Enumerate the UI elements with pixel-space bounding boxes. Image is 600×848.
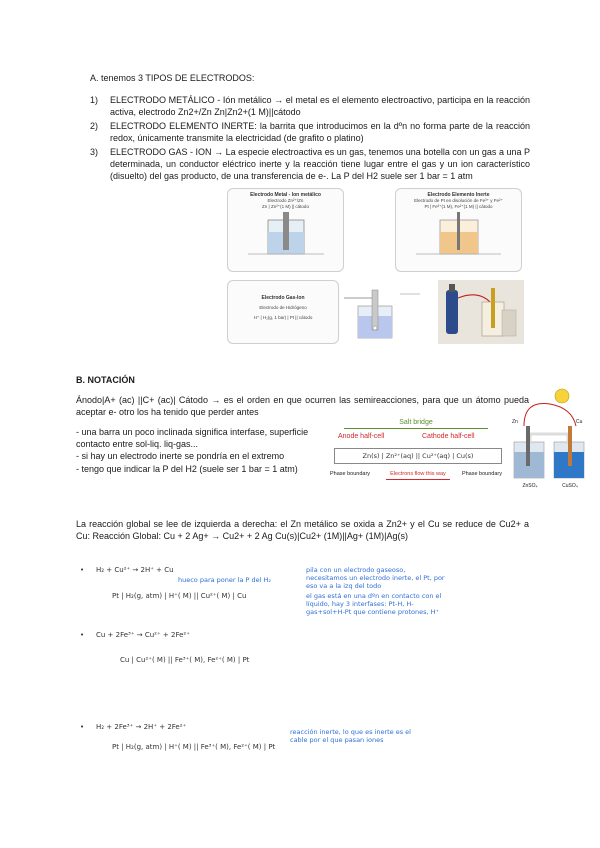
anode-zn-label: Zn — [512, 419, 518, 425]
cell-notation-diagram — [330, 418, 502, 488]
example-1-side-note-1: pila con un electrodo gaseoso, necesitamos un electrodo inerte, el Pt, por eso va a la izq del todo — [306, 566, 445, 590]
example-2-reaction: Cu + 2Fe³⁺ → Cu²⁺ + 2Fe²⁺ — [96, 631, 190, 639]
inert-electrode-illustration — [396, 210, 521, 260]
cathode-half-cell-label: Cathode half-cell — [422, 433, 475, 440]
notation-bullet-1: - una barra un poco inclinada significa interfase, superficie contacto entre sol-liq. liq-gas... — [76, 427, 309, 449]
salt-bridge-label: Salt bridge — [399, 419, 433, 426]
gas-electrode-title: Electrodo Gas-Ion — [261, 295, 305, 301]
item-2-number: 2) — [90, 121, 99, 131]
item-2-text: ELECTRODO ELEMENTO INERTE: la barrita que introducimos en la dºn no forma parte de la reacción redox, únicamente transmite la electricidad (de grafito o platino) — [110, 121, 530, 143]
metal-electrode-line-2: Zn | Zn²⁺(1 M) || cátodo — [262, 204, 309, 209]
notation-bullet-2: - si hay un electrodo inerte se pondría en el extremo — [76, 451, 285, 461]
metal-electrode-title: Electrodo Metal - Ion metálico — [250, 192, 321, 198]
metal-electrode-line-1: Electrodo Zn²⁺/Zn — [267, 198, 304, 203]
section-a-heading: A. tenemos 3 TIPOS DE ELECTRODOS: — [90, 73, 255, 83]
example-3-reaction: H₂ + 2Fe³⁺ → 2H⁺ + 2Fe²⁺ — [96, 723, 187, 731]
cell-notation: Zn(s) | Zn²⁺(aq) || Cu²⁺(aq) | Cu(s) — [334, 448, 502, 464]
electron-flow-label: Electrons flow this way — [390, 471, 446, 477]
example-1-pressure-note: hueco para poner la P del H₂ — [178, 576, 271, 584]
inert-electrode-panel — [395, 188, 522, 272]
inert-electrode-line-1: Electrodo de Pt en disolución de Fe³⁺ y Fe²⁺ — [414, 198, 503, 203]
item-3-text: ELECTRODO GAS - ION → La especie electroactiva es un gas, tenemos una botella con un gas a una P determinada, un conductor eléctrico inerte y la reacción tiene lugar entre el gas y un ion característico (disuelto) del gas producto, de una transferencia de e-. La P del H2 suele ser 1 bar = 1 atm — [110, 147, 530, 181]
gas-electrode-illustration — [340, 284, 435, 342]
item-1-number: 1) — [90, 95, 99, 105]
cathode-cu-label: Cu — [576, 419, 583, 425]
anode-half-cell-label: Anode half-cell — [338, 433, 385, 440]
example-3-bullet: • — [80, 723, 85, 731]
inert-electrode-line-2: Pt | Fe³⁺(1 M), Fe²⁺(1 M) || cátodo — [424, 204, 493, 209]
metal-electrode-panel — [227, 188, 344, 272]
cathode-solution-label: CuSO₄ — [562, 483, 578, 489]
metal-electrode-illustration — [228, 210, 343, 260]
example-3-notation: Pt | H₂(g, atm) | H⁺( M) || Fe³⁺( M), Fe²⁺( M) | Pt — [112, 743, 276, 751]
phase-boundary-left: Phase boundary — [330, 471, 371, 477]
example-1-side-note-2: el gas está en una dºn en contacto con el líquido, hay 3 interfases: Pt-H, H-gas+sol+H-Pt que contiene protones, H⁺ — [306, 592, 442, 616]
example-1-reaction: H₂ + Cu²⁺ → 2H⁺ + Cu — [96, 566, 174, 574]
example-2-bullet: • — [80, 631, 85, 639]
section-b-heading: B. NOTACIÓN — [76, 375, 135, 385]
galvanic-cell-illustration — [510, 382, 592, 492]
example-1-bullet: • — [80, 566, 85, 574]
gas-electrode-panel — [227, 280, 339, 344]
global-reaction-paragraph: La reacción global se lee de izquierda a derecha: el Zn metálico se oxida a Zn2+ y el Cu se reduce de Cu2+ a Cu: Reacción Global: Cu + 2 Ag+ → Cu2+ + 2 Ag Cu(s)|Cu2+ (1M)||Ag+ (1M)|Ag(s) — [76, 519, 529, 541]
example-3-side-note: reacción inerte, lo que es inerte es el cable por el que pasan iones — [290, 728, 411, 744]
notation-intro: Ánodo|A+ (ac) ||C+ (ac)| Cátodo → es el orden en que ocurren las semireacciones, para que un átomo pueda aceptar e- otro los ha tenido que perder antes — [76, 395, 529, 417]
example-2-notation: Cu | Cu²⁺( M) || Fe³⁺( M), Fe²⁺( M) | Pt — [120, 656, 250, 664]
anode-solution-label: ZnSO₄ — [522, 483, 538, 489]
inert-electrode-title: Electrodo Elemento Inerte — [427, 192, 490, 198]
item-1-text: ELECTRODO METÁLICO - Ión metálico → el metal es el elemento electroactivo, participa en la reacción activa, electrodo Zn2+/Zn Zn|Zn2+(1 M)||cátodo — [110, 95, 530, 117]
electron-flow-arrow — [386, 479, 450, 480]
salt-bridge-line — [344, 428, 488, 429]
gas-electrode-line-2: H⁺ | H₂(g, 1 bar) | Pt || cátodo — [253, 315, 313, 320]
phase-boundary-right: Phase boundary — [461, 471, 502, 477]
item-3-number: 3) — [90, 147, 99, 157]
gas-electrode-line-1: Electrodo de Hidrógeno — [259, 305, 307, 310]
hydrogen-electrode-photo — [438, 280, 524, 344]
notation-bullet-3: - tengo que indicar la P del H2 (suele ser 1 bar = 1 atm) — [76, 464, 298, 474]
example-1-notation: Pt | H₂(g, atm) | H⁺( M) || Cu²⁺( M) | Cu — [112, 592, 247, 600]
